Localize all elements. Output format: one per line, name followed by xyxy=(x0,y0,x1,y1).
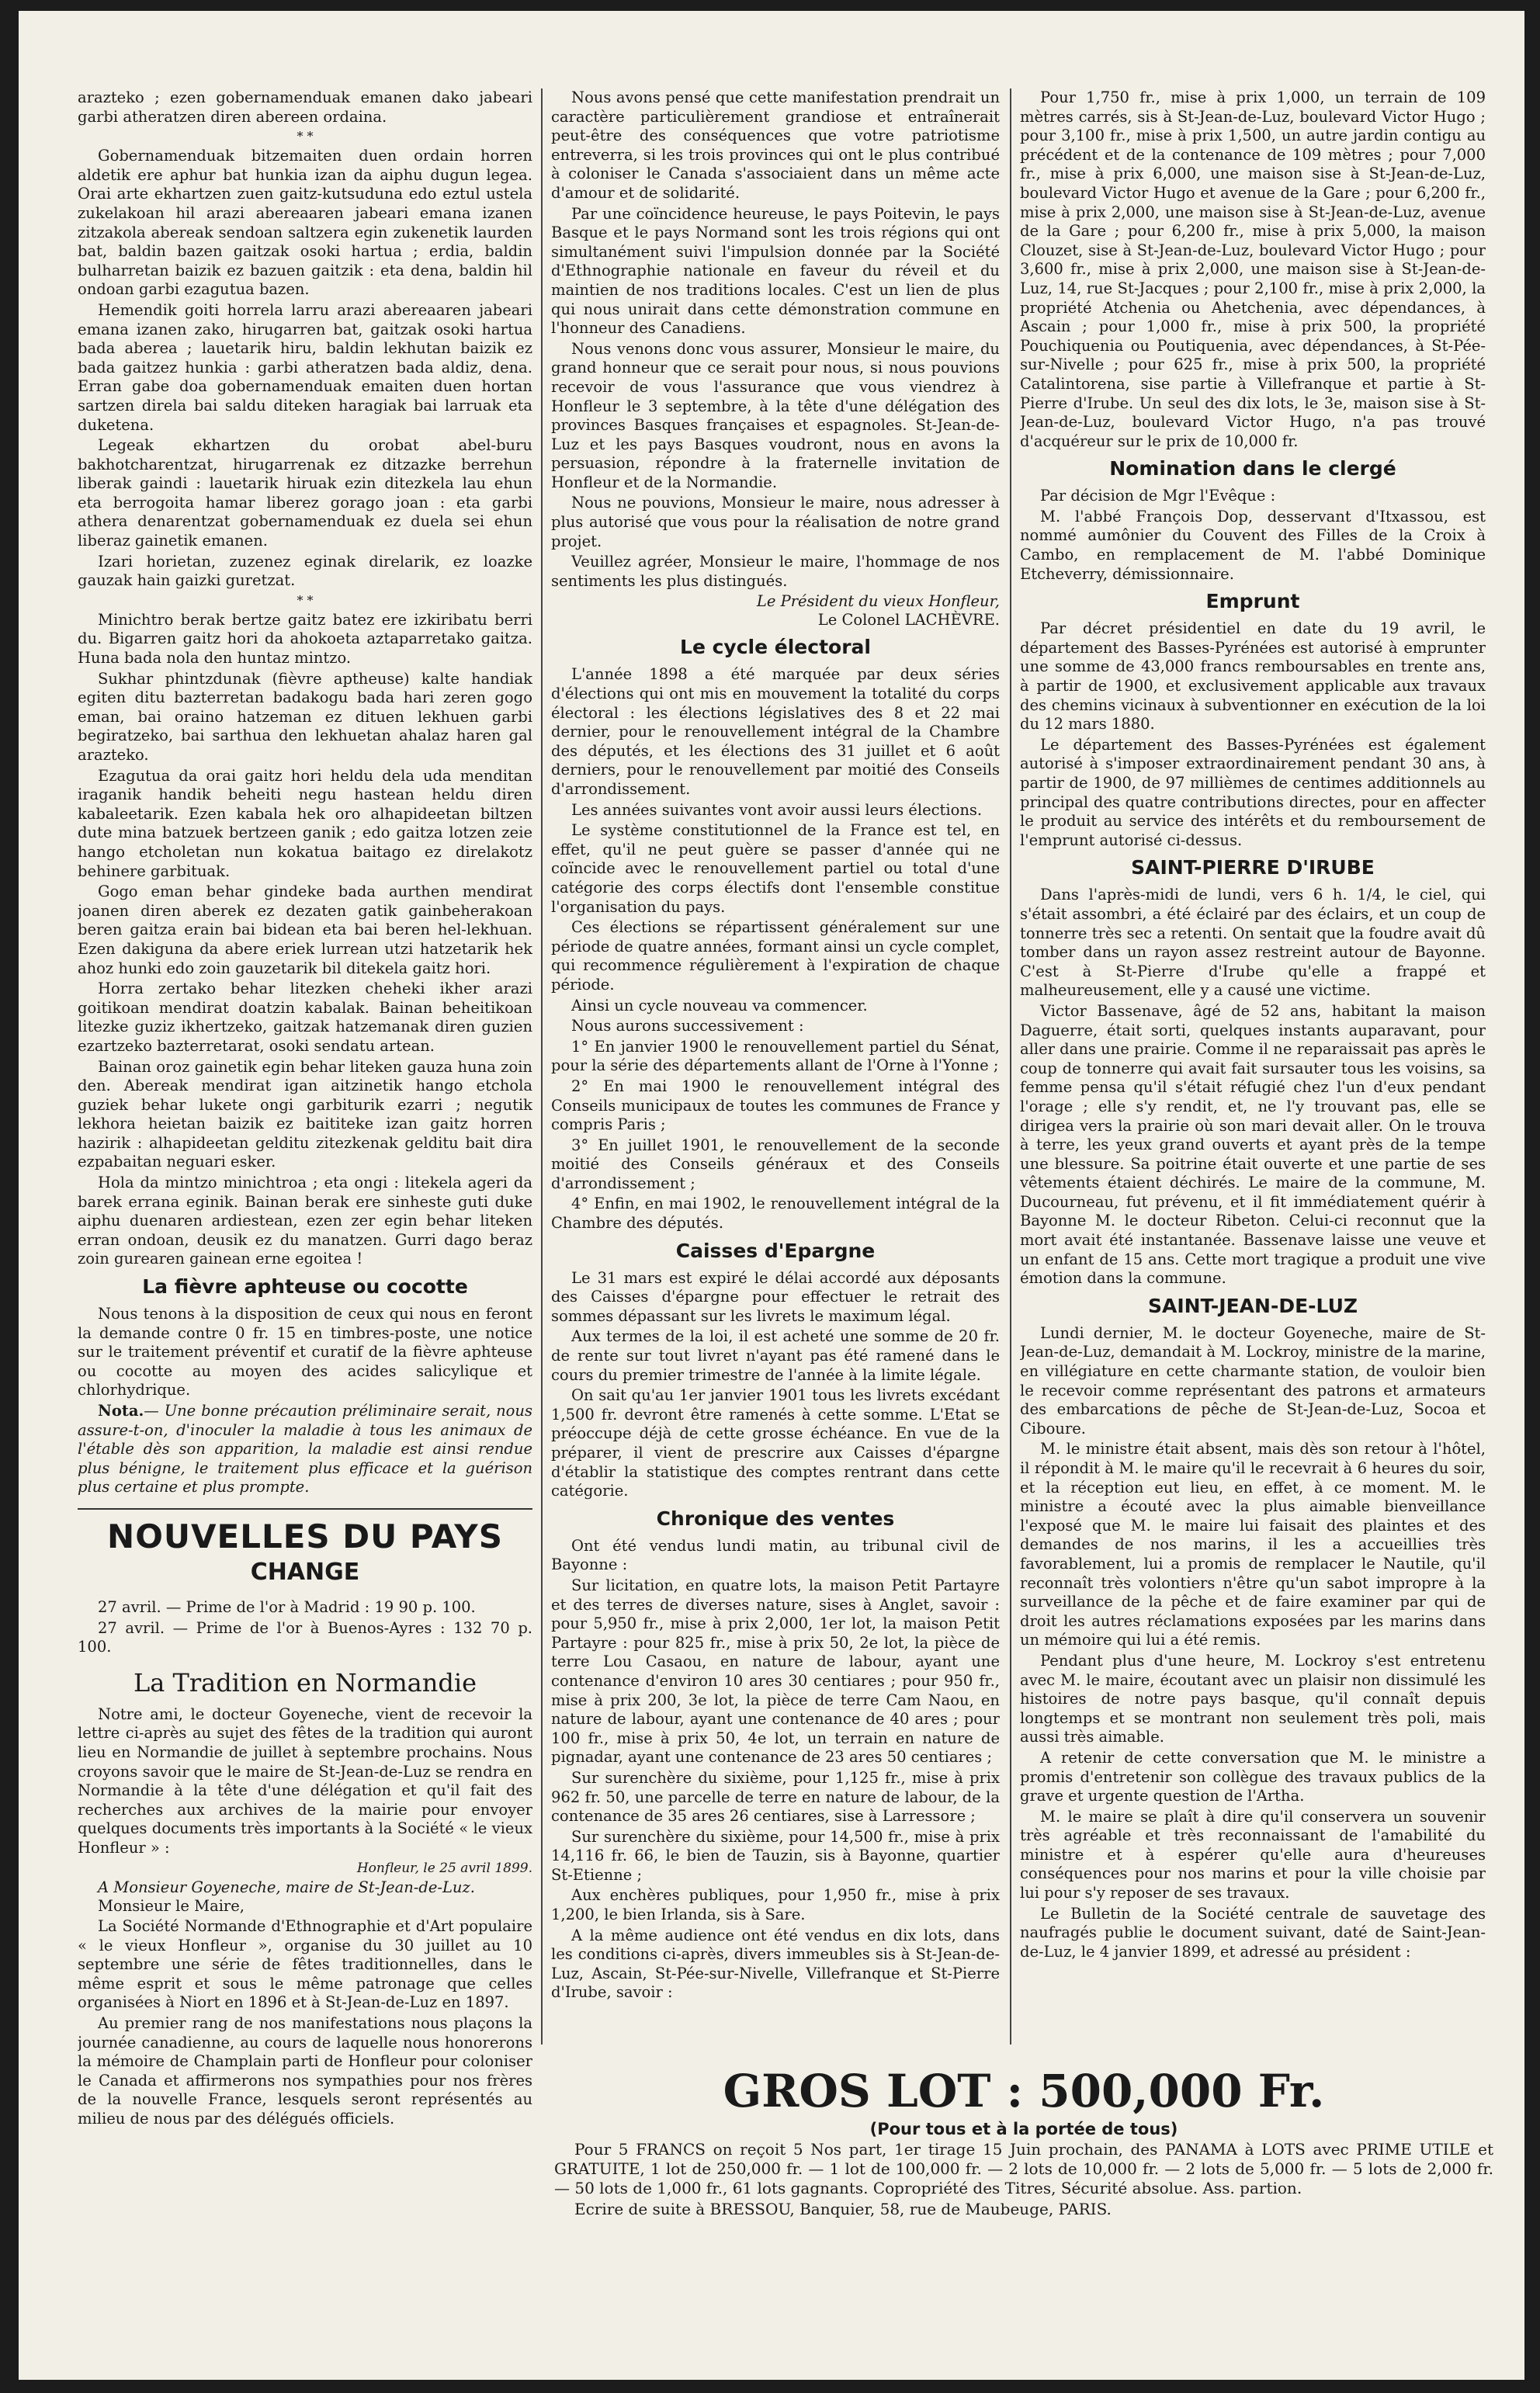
paragraph: A retenir de cette conversation que M. le ministre a promis d'entretenir son collègue des travaux publics de la grave et urgente question de l'Artha. xyxy=(1020,1748,1486,1805)
paragraph: Nous tenons à la disposition de ceux qui nous en feront la demande contre 0 fr. 15 en timbres-poste, une notice sur le traitement préventif et curatif de la fièvre aphteuse ou cocotte au moyen des acides salicylique et chlorhydrique. xyxy=(78,1305,532,1399)
paragraph: Par une coïncidence heureuse, le pays Poitevin, le pays Basque et le pays Normand sont les trois régions qui ont simultanément suivi l'impulsion donnée par la Société d'Ethnographie nationale en faveur du réveil et du maintien de nos traditions locales. C'est un lien de plus qui nous unirait dans cette démonstration commune en l'honneur des Canadiens. xyxy=(551,204,1000,338)
letter-address: A Monsieur Goyeneche, maire de St-Jean-de-Luz. xyxy=(98,1878,475,1896)
section-heading: SAINT-PIERRE D'IRUBE xyxy=(1131,856,1375,879)
section-heading: La fièvre aphteuse ou cocotte xyxy=(142,1275,468,1299)
paragraph: arazteko ; ezen gobernamenduak emanen dako jabeari garbi atheratzen diren abereen ordaina. xyxy=(78,88,532,126)
paragraph: Nous avons pensé que cette manifestation prendrait un caractère particulièrement grandiose et entraînerait peut-être des conséquences que votre patriotisme entreverra, si les trois provinces qui ont le plus contribué à coloniser le Canada s'associaient dans un même acte d'amour et de solidarité. xyxy=(551,88,1000,202)
paragraph: Minichtro berak bertze gaitz batez ere izkiribatu berri du. Bigarren gaitz hori da ahokoeta aztaparretako gaitza. Huna bada nola den huntaz mintzo. xyxy=(78,610,532,668)
paragraph: Notre ami, le docteur Goyeneche, vient de recevoir la lettre ci-après au sujet des fêtes de la tradition qui auront lieu en Normandie de juillet à septembre prochains. Nous croyons savoir que le maire de St-Jean-de-Luz se rendra en Normandie à la tête d'une délégation et qu'il fait des recherches aux archives de la mairie pour envoyer quelques documents très importants à la Société « le vieux Honfleur » : xyxy=(78,1705,532,1857)
section-heading: Le cycle électoral xyxy=(680,636,871,659)
signature-name: Le Colonel LACHÈVRE. xyxy=(817,611,1000,629)
column-3 xyxy=(1020,88,1486,1963)
paragraph: Nous aurons successivement : xyxy=(571,1017,804,1035)
paragraph: 27 avril. — Prime de l'or à Madrid : 19 90 p. 100. xyxy=(98,1597,476,1616)
paragraph: Le département des Basses-Pyrénées est également autorisé à s'imposer extraordinairement pendant 30 ans, à partir de 1900, de 97 millièmes de centimes additionnels au principal des quatre contributions directes, pour en affecter le produit au service des intérêts et du remboursement de l'emprunt autorisé ci-dessus. xyxy=(1020,735,1486,849)
paragraph: Sukhar phintzdunak (fièvre aptheuse) kalte handiak egiten ditu bazterretan badakogu bada hari zeren gogo eman, bai oraino hatzeman ez dituen lekhuen garbi begiratzeko, bai sarthua den lekhuetan ahalaz haren gal arazteko. xyxy=(78,669,532,764)
paragraph: Ont été vendus lundi matin, au tribunal civil de Bayonne : xyxy=(551,1536,1000,1574)
paragraph: Sur surenchère du sixième, pour 1,125 fr., mise à prix 962 fr. 50, une parcelle de terre en nature de labour, de la contenance de 35 ares 26 centiares, sise à Larressore ; xyxy=(551,1768,1000,1826)
ad-text: Pour 5 FRANCS on reçoit 5 Nos part, 1er tirage 15 Juin prochain, des PANAMA à LOTS avec PRIME UTILE et GRATUITE, 1 lot de 250,000 fr. — 1 lot de 100,000 fr. — 2 lots de 10,000 fr. — 2 lots de 5,000 fr. — 5 lots de 2,000 fr. — 50 lots de 1,000 fr., 61 lots gagnants. Copropriété des Titres, Sécurité absolue. Ass. partion. xyxy=(554,2140,1493,2197)
paragraph: Nous venons donc vous assurer, Monsieur le maire, du grand honneur que ce serait pour nous, si nous pouvions recevoir de vous l'assurance que vous viendrez à Honfleur le 3 septembre, à la tête d'une délégation des provinces Basques françaises et espagnoles. St-Jean-de-Luz et les pays Basques voudront, nous en avons la persuasion, répondre à la fraternelle invitation de Honfleur et de la Normandie. xyxy=(551,339,1000,491)
section-heading: Emprunt xyxy=(1205,590,1300,613)
paragraph: On sait qu'au 1er janvier 1901 tous les livrets excédant 1,500 fr. devront être ramenés à cette somme. L'Etat se préoccupe déjà de cette grosse échéance. En vue de la préparer, il vient de prescrire aux Caisses d'épargne d'établir la statistique des comptes rentrant dans cette catégorie. xyxy=(551,1386,1000,1500)
paragraph: M. le ministre était absent, mais dès son retour à l'hôtel, il répondit à M. le maire qu'il le recevrait à 6 heures du soir, et la réception eut lieu, en effet, à ce moment. M. le ministre a écouté avec la plus aimable bienveillance l'exposé que M. le maire lui faisait des plaintes et des demandes de nos marins, il les a accueillies très favorablement, lui a promis de remplacer le Nautile, qu'il reconnaît très volontiers n'être qu'un sabot impropre à la surveillance de la pêche et de faire examiner par qui de droit les autres réclamations exposées par les marins dans un mémoire qui lui a été remis. xyxy=(1020,1440,1486,1649)
paragraph: Lundi dernier, M. le docteur Goyeneche, maire de St-Jean-de-Luz, demandait à M. Lockroy, ministre de la marine, en villégiature en cette charmante station, de vouloir bien le recevoir comme représentant des patrons et armateurs des embarcations de pêche de St-Jean-de-Luz, Socoa et Ciboure. xyxy=(1020,1323,1486,1438)
section-heading: SAINT-JEAN-DE-LUZ xyxy=(1147,1294,1358,1317)
signature-title: Le Président du vieux Honfleur, xyxy=(756,592,1000,611)
paragraph: 27 avril. — Prime de l'or à Buenos-Ayres : 132 70 p. 100. xyxy=(78,1618,532,1656)
paragraph: Aux termes de la loi, il est acheté une somme de 20 fr. de rente sur tout livret n'ayant pas été ramené dans le cours du premier trimestre de l'année à la limite légale. xyxy=(551,1327,1000,1384)
paragraph: Au premier rang de nos manifestations nous plaçons la journée canadienne, au cours de laquelle nous honorerons la mémoire de Champlain parti de Honfleur pour coloniser le Canada et affirmerons nos sympathies pour nos frères de la nouvelle France, lesquels seront représentés au milieu de nous par des délégués officiels. xyxy=(78,2014,532,2128)
section-banner: NOUVELLES DU PAYS xyxy=(107,1517,503,1555)
paragraph: Dans l'après-midi de lundi, vers 6 h. 1/4, le ciel, qui s'était assombri, a été éclairé par des éclairs, et un coup de tonnerre très sec a retenti. On sentait que la foudre avait dû tomber dans un rayon assez restreint autour de Bayonne. C'est à St-Pierre d'Irube qu'elle a frappé et malheureusement, elle y a causé une victime. xyxy=(1020,886,1486,1000)
paragraph: Ezagutua da orai gaitz hori heldu dela uda menditan iraganik handik beheiti negu hastean heldu diren kabaleetarik. Ezen kabala hek oro alhapideetan biltzen dute mina batzuek bertzeen ganik ; edo gaitza lotzen zeie hango etcholetan nun kokatua baitago ez direlakotz behinere garbituak. xyxy=(78,766,532,880)
paragraph: Pendant plus d'une heure, M. Lockroy s'est entretenu avec M. le maire, écoutant avec un plaisir non dissimulé les histoires de notre pays basque, qu'il connaît depuis longtemps et se montrant non seulement très poli, mais aussi très aimable. xyxy=(1020,1651,1486,1746)
section-rule xyxy=(78,1508,532,1510)
paragraph: Le 31 mars est expiré le délai accordé aux déposants des Caisses d'épargne pour effectuer le retrait des sommes dépassant sur les livrets le maximum légal. xyxy=(551,1268,1000,1325)
ad-title: GROS LOT : 500,000 Fr. xyxy=(723,2065,1325,2117)
paragraph: M. le maire se plaît à dire qu'il conservera un souvenir très agréable et très reconnaissant de l'amabilité du ministre et à espérer qu'elle aura d'heureuses conséquences pour nos marins et pour la ville choisie par lui pour s'y reposer de ses travaux. xyxy=(1020,1807,1486,1902)
column-2 xyxy=(551,88,1000,2004)
paragraph: 4° Enfin, en mai 1902, le renouvellement intégral de la Chambre des députés. xyxy=(551,1195,1000,1233)
asterism: * * xyxy=(297,129,314,144)
paragraph: Hemendik goiti horrela larru arazi abereaaren jabeari emana izanen zako, hirugarren bat, gaitzak osoki hartua bada aberea ; lauetarik hiru, baldin lekhutan baizik ez bada gaitzez hunkia : garbi atheratzen bada aldiz, dena. Erran gabe doa gobernamenduak emaiten duen hortan sartzen direla bai saldu diteken haragiak bai larruak eta duketena. xyxy=(78,300,532,434)
letter-date: Honfleur, le 25 avril 1899. xyxy=(356,1860,532,1876)
section-heading: Chronique des ventes xyxy=(656,1507,895,1530)
asterism: * * xyxy=(297,592,314,608)
lottery-advertisement xyxy=(554,2064,1493,2221)
section-heading: Nomination dans le clergé xyxy=(1109,457,1396,480)
paragraph: L'année 1898 a été marquée par deux séries d'élections qui ont mis en mouvement la totalité du corps électoral : les élections législatives des 8 et 22 mai dernier, pour le renouvellement intégral de la Chambre des députés, et les élections des 31 juillet et 6 août derniers, pour le renouvellement par moitié des Conseils d'arrondissement. xyxy=(551,665,1000,798)
paragraph xyxy=(78,1402,532,1497)
section-heading: Caisses d'Epargne xyxy=(675,1239,876,1262)
paragraph: Veuillez agréer, Monsieur le maire, l'hommage de nos sentiments les plus distingués. xyxy=(551,553,1000,590)
paragraph: Victor Bassenave, âgé de 52 ans, habitant la maison Daguerre, était sorti, quelques instants auparavant, pour aller dans une prairie. Comme il ne reparaissait pas après le coup de tonnerre qui avait fait sursauter tous les voisins, sa femme pensa qu'il s'était réfugié chez l'un d'eux pendant l'orage ; elle s'y rendit, et, ne l'y trouvant pas, elle se dirigea vers la prairie où son mari devait aller. On le trouva à terre, les yeux grand ouverts et ayant près de la tempe une blessure. Sa poitrine était ouverte et une partie de ses vêtements étaient déchirés. Le maire de la commune, M. Ducourneau, fut prévenu, et il fit immédiatement quérir à Bayonne M. le docteur Ribeton. Celui-ci reconnut que la mort avait été instantanée. Bassenave laisse une veuve et un enfant de 15 ans. Cette mort tragique a produit une vive émotion dans la commune. xyxy=(1020,1001,1486,1288)
paragraph: Bainan oroz gainetik egin behar liteken gauza huna zoin den. Abereak mendirat igan aitzinetik hango etchola guziek behar lukete ongi garbiturik ezarri ; negutik lekhora heietan baizik ez baititeke izan gaitz horren hazirik : alhapideetan gelditu zitezkenak gelditu bait dira ezpabaitan neguari esker. xyxy=(78,1057,532,1171)
paragraph: Nous ne pouvions, Monsieur le maire, nous adresser à plus autorisé que vous pour la réalisation de notre grand projet. xyxy=(551,494,1000,550)
column-divider xyxy=(1010,88,1011,2044)
paragraph: Ces élections se répartissent généralement sur une période de quatre années, formant ainsi un cycle complet, qui recommence régulièrement à l'expiration de chaque période. xyxy=(551,918,1000,994)
paragraph: Sur surenchère du sixième, pour 14,500 fr., mise à prix 14,116 fr. 66, le bien de Tauzin, sis à Bayonne, quartier St-Etienne ; xyxy=(551,1827,1000,1884)
paragraph: Le système constitutionnel de la France est tel, en effet, qu'il ne peut guère se passer d'année qui ne coïncide avec le renouvellement partiel ou total d'une catégorie des corps électifs dont l'ensemble constitue l'organisation du pays. xyxy=(551,821,1000,916)
paragraph: Aux enchères publiques, pour 1,950 fr., mise à prix 1,200, le bien Irlanda, sis à Sare. xyxy=(551,1886,1000,1924)
paragraph: Pour 1,750 fr., mise à prix 1,000, un terrain de 109 mètres carrés, sis à St-Jean-de-Luz, boulevard Victor Hugo ; pour 3,100 fr., mise à prix 1,500, un autre jardin contigu au précédent et de la contenance de 109 mètres ; pour 7,000 fr., mise à prix 6,000, une maison sise à St-Jean-de-Luz, boulevard Victor Hugo et avenue de la Gare ; pour 6,200 fr., mise à prix 2,000, une maison sise à St-Jean-de-Luz, avenue de la Gare ; pour 6,200 fr., mise à prix 5,000, la maison Clouzet, sise à St-Jean-de-Luz, boulevard Victor Hugo ; pour 3,600 fr., mise à prix 2,000, une maison sise à St-Jean-de-Luz, 14, rue St-Jacques ; pour 2,100 fr., mise à prix 2,000, la propriété Atchenia ou Ahetchenia, avec dépendances, à Ascain ; pour 1,000 fr., mise à prix 500, la propriété Pouchiquenia ou Poutiquenia, avec dépendances, à St-Pée-sur-Nivelle ; pour 625 fr., mise à prix 500, la propriété Catalintorena, sise partie à Villefranque et partie à St-Pierre d'Irube. Un seul des dix lots, le 3e, maison sise à St-Jean-de-Luz, boulevard Victor Hugo, n'a pas trouvé d'acquéreur sur le prix de 10,000 fr. xyxy=(1020,88,1486,450)
paragraph: 1° En janvier 1900 le renouvellement partiel du Sénat, pour la série des départements allant de l'Orne à l'Yonne ; xyxy=(551,1037,1000,1075)
section-heading: La Tradition en Normandie xyxy=(133,1667,477,1698)
paragraph: M. l'abbé François Dop, desservant d'Itxassou, est nommé aumônier du Couvent des Filles de la Croix à Cambo, en remplacement de M. l'abbé Dominique Etcheverry, démissionnaire. xyxy=(1020,507,1486,583)
nota-text: — Une bonne précaution préliminaire serait, nous assure-t-on, d'inoculer la maladie à tous les animaux de l'étable dès son apparition, la maladie est ainsi rendue plus bénigne, le traitement plus efficace et la guérison plus certaine et plus prompte. xyxy=(78,1402,532,1496)
paragraph: Gobernamenduak bitzemaiten duen ordain horren aldetik ere aphur bat hunkia izan da aiphu dugun legea. Orai arte ekhartzen zuen gaitz-kutsuduna edo eztul ustela zukelakoan hil arazi abereaaren jabeari emana izanen zitzakola abereak sendoan saltzera egin zukenetik laurden bat, baldin bazen gaitzak osoki hartua ; erdia, baldin bulharretan baizik ez bazuen gaitzik : eta dena, baldin hil ondoan garbi ezagutua bazen. xyxy=(78,147,532,299)
newspaper-page xyxy=(19,11,1524,2380)
nota-label: Nota. xyxy=(98,1402,144,1420)
ad-subtitle: (Pour tous et à la portée de tous) xyxy=(869,2120,1178,2138)
ad-contact: Ecrire de suite à BRESSOU, Banquier, 58, rue de Maubeuge, PARIS. xyxy=(574,2200,1112,2218)
paragraph: Izari horietan, zuzenez eginak direlarik, ez loazke gauzak hain gaizki guretzat. xyxy=(78,552,532,590)
paragraph: Horra zertako behar litezken cheheki ikher arazi goitikoan mendirat doatzin kabalak. Bainan beheitikoan litezke guziz ikhertzeko, gaitzak hatzemanak diren guzien ezartzeko bazterretarat, osoki sendatu artean. xyxy=(78,980,532,1055)
paragraph: Hola da mintzo minichtroa ; eta ongi : litekela ageri da barek errana eginik. Bainan berak ere sinheste guti duke aiphu duenaren ardiestean, ezen zer egin behar liteken erran ondoan, deusik ez du manatzen. Gurri dago beraz zoin gurearen gainean erne egoitea ! xyxy=(78,1174,532,1268)
paragraph: La Société Normande d'Ethnographie et d'Art populaire « le vieux Honfleur », organise du 30 juillet au 10 septembre une série de fêtes traditionnelles, dans le même esprit et sous le même patronage que celles organisées à Niort en 1896 et à St-Jean-de-Luz en 1897. xyxy=(78,1917,532,2012)
paragraph: Gogo eman behar gindeke bada aurthen mendirat joanen diren aberek ez dezaten gatik gainbeherakoan beren gaitza erain bai bidean eta bai beren hel-lekhuan. Ezen dakiguna da abere eriek lurrean utzi hatzetarik hek ahoz hunki edo zoin gauzetarik bil ditekela gaitz hori. xyxy=(78,883,532,977)
column-1 xyxy=(78,88,532,2131)
paragraph: Par décret présidentiel en date du 19 avril, le département des Basses-Pyrénées est autorisé à emprunter une somme de 43,000 francs remboursables en trente ans, à partir de 1900, et exclusivement applicable aux travaux des chemins vicinaux à subventionner en exécution de la loi du 12 mars 1880. xyxy=(1020,619,1486,734)
paragraph: 2° En mai 1900 le renouvellement intégral des Conseils municipaux de toutes les communes de France y compris Paris ; xyxy=(551,1077,1000,1134)
paragraph: Ainsi un cycle nouveau va commencer. xyxy=(571,996,868,1014)
paragraph: Le Bulletin de la Société centrale de sauvetage des naufragés publie le document suivant, daté de Saint-Jean-de-Luz, le 4 janvier 1899, et adressé au président : xyxy=(1020,1904,1486,1961)
column-divider xyxy=(541,88,543,2044)
paragraph: Par décision de Mgr l'Evêque : xyxy=(1040,487,1276,505)
paragraph: A la même audience ont été vendus en dix lots, dans les conditions ci-après, divers immeubles sis à St-Jean-de-Luz, Ascain, St-Pée-sur-Nivelle, Villefranque et St-Pierre d'Irube, savoir : xyxy=(551,1926,1000,2002)
paragraph: Les années suivantes vont avoir aussi leurs élections. xyxy=(571,800,983,819)
paragraph: 3° En juillet 1901, le renouvellement de la seconde moitié des Conseils généraux et des Conseils d'arrondissement ; xyxy=(551,1136,1000,1192)
paragraph: Legeak ekhartzen du orobat abel-buru bakhotcharentzat, hirugarrenak ez ditzazke berrehun liberak gaindi : lauetarik hiruak ezin ditezkela lau ehun eta berrogoita hamar liberez gorago joan : eta garbi athera denarentzat gobernamenduak ez duela sei ehun liberaz gainetik emanen. xyxy=(78,436,532,550)
paragraph: Sur licitation, en quatre lots, la maison Petit Partayre et des terres de diverses nature, sises à Anglet, savoir : pour 5,950 fr., mise à prix 2,000, 1er lot, la maison Petit Partayre : pour 825 fr., mise à prix 50, 2e lot, la pièce de terre Lou Casaou, en nature de labour, ayant une contenance d'environ 10 ares 30 centiares ; pour 950 fr., mise à prix 200, 3e lot, la pièce de terre Cam Naou, en nature de labour, ayant une contenance de 40 ares ; pour 100 fr., mise à prix 50, 4e lot, un terrain en nature de pignadar, ayant une contenance de 23 ares 50 centiares ; xyxy=(551,1576,1000,1767)
paragraph: Monsieur le Maire, xyxy=(98,1896,245,1915)
section-heading: CHANGE xyxy=(250,1558,360,1586)
